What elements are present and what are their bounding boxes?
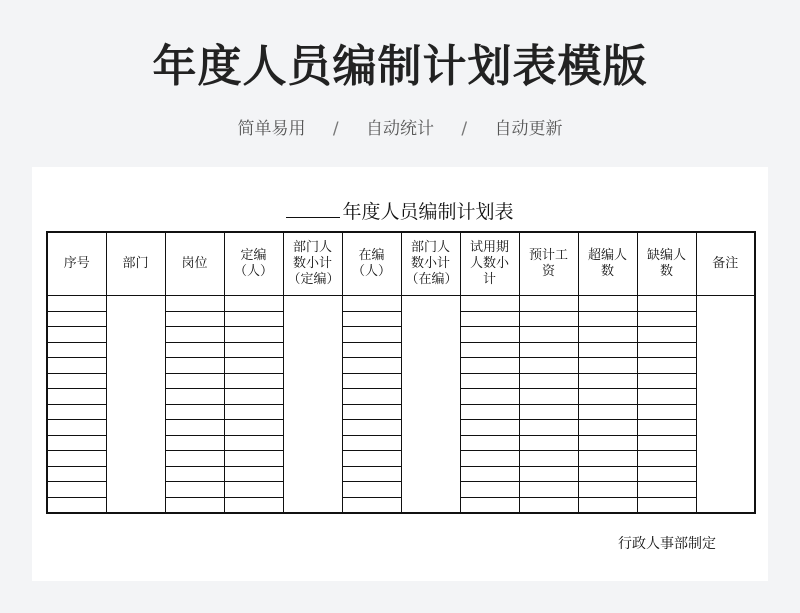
table-cell[interactable] — [519, 327, 578, 343]
table-cell[interactable] — [519, 497, 578, 513]
table-cell[interactable] — [519, 373, 578, 389]
table-cell[interactable] — [637, 404, 696, 420]
table-cell[interactable] — [165, 389, 224, 405]
table-cell[interactable] — [165, 466, 224, 482]
table-cell[interactable] — [165, 420, 224, 436]
col-header: 超编人数 — [578, 232, 637, 296]
table-cell[interactable] — [47, 404, 106, 420]
table-cell[interactable] — [224, 389, 283, 405]
table-cell[interactable] — [165, 435, 224, 451]
table-cell[interactable] — [224, 497, 283, 513]
table-cell[interactable] — [519, 420, 578, 436]
col-header: 定编（人） — [224, 232, 283, 296]
table-cell[interactable] — [578, 404, 637, 420]
table-cell[interactable] — [637, 420, 696, 436]
table-cell[interactable] — [460, 404, 519, 420]
table-cell[interactable] — [165, 404, 224, 420]
table-cell[interactable] — [165, 358, 224, 374]
table-cell[interactable] — [224, 342, 283, 358]
table-cell[interactable] — [578, 296, 637, 312]
table-cell[interactable] — [637, 342, 696, 358]
table-cell[interactable] — [460, 435, 519, 451]
table-cell[interactable] — [165, 373, 224, 389]
merged-cell[interactable] — [283, 296, 342, 514]
table-cell[interactable] — [224, 373, 283, 389]
merged-cell[interactable] — [106, 296, 165, 514]
table-cell[interactable] — [47, 420, 106, 436]
table-cell[interactable] — [47, 451, 106, 467]
table-cell[interactable] — [342, 466, 401, 482]
table-cell[interactable] — [342, 327, 401, 343]
table-cell[interactable] — [224, 311, 283, 327]
table-cell[interactable] — [165, 451, 224, 467]
col-header: 缺编人数 — [637, 232, 696, 296]
table-header-row — [47, 232, 755, 296]
table-cell[interactable] — [224, 296, 283, 312]
table-cell[interactable] — [519, 389, 578, 405]
table-cell[interactable] — [47, 435, 106, 451]
table-cell[interactable] — [637, 358, 696, 374]
table-cell[interactable] — [519, 358, 578, 374]
issuer-note: 行政人事部制定 — [618, 536, 716, 552]
table-cell[interactable] — [224, 404, 283, 420]
table-cell[interactable] — [460, 327, 519, 343]
table-cell[interactable] — [224, 420, 283, 436]
table-cell[interactable] — [460, 451, 519, 467]
table-cell[interactable] — [224, 482, 283, 498]
year-blank — [286, 201, 340, 218]
table-cell[interactable] — [47, 311, 106, 327]
table-cell[interactable] — [519, 451, 578, 467]
table-cell[interactable] — [519, 296, 578, 312]
col-header: 部门人数小计（定编） — [283, 232, 342, 296]
table-cell[interactable] — [637, 451, 696, 467]
table-cell[interactable] — [578, 327, 637, 343]
table-cell[interactable] — [165, 327, 224, 343]
table-cell[interactable] — [47, 342, 106, 358]
table-cell[interactable] — [165, 296, 224, 312]
table-cell[interactable] — [47, 296, 106, 312]
table-cell[interactable] — [224, 358, 283, 374]
table-cell[interactable] — [519, 466, 578, 482]
table-cell[interactable] — [460, 342, 519, 358]
table-cell[interactable] — [460, 466, 519, 482]
table-cell[interactable] — [460, 482, 519, 498]
tag-auto-update: 自动更新 — [494, 119, 563, 139]
col-header: 备注 — [696, 232, 755, 296]
table-cell[interactable] — [342, 358, 401, 374]
table-cell[interactable] — [342, 373, 401, 389]
table-cell[interactable] — [342, 420, 401, 436]
document-title — [32, 197, 768, 224]
table-cell[interactable] — [460, 373, 519, 389]
table-cell[interactable] — [342, 497, 401, 513]
table-cell[interactable] — [342, 482, 401, 498]
table-cell[interactable] — [342, 404, 401, 420]
table-cell[interactable] — [578, 482, 637, 498]
table-cell[interactable] — [578, 342, 637, 358]
table-cell[interactable] — [47, 373, 106, 389]
table-cell[interactable] — [224, 327, 283, 343]
table-cell[interactable] — [460, 296, 519, 312]
table-cell[interactable] — [342, 451, 401, 467]
tag-auto-stats: 自动统计 — [366, 119, 434, 139]
table-cell[interactable] — [637, 311, 696, 327]
table-cell[interactable] — [578, 389, 637, 405]
col-header: 岗位 — [165, 232, 224, 296]
table-cell[interactable] — [224, 435, 283, 451]
table-cell[interactable] — [47, 358, 106, 374]
table-cell[interactable] — [47, 482, 106, 498]
col-header: 序号 — [47, 232, 106, 296]
document-title-text: 年度人员编制计划表 — [342, 201, 514, 223]
table-cell[interactable] — [578, 435, 637, 451]
table-cell[interactable] — [165, 497, 224, 513]
table-cell[interactable] — [519, 482, 578, 498]
table-cell[interactable] — [165, 311, 224, 327]
table-cell[interactable] — [460, 497, 519, 513]
table-cell[interactable] — [47, 497, 106, 513]
col-header: 部门人数小计（在编） — [401, 232, 460, 296]
table-cell[interactable] — [460, 420, 519, 436]
staffing-table — [46, 231, 756, 514]
table-cell[interactable] — [519, 404, 578, 420]
table-cell[interactable] — [637, 327, 696, 343]
tag-separator: / — [461, 119, 468, 139]
table-cell[interactable] — [519, 342, 578, 358]
col-header: 试用期人数小计 — [460, 232, 519, 296]
table-cell[interactable] — [165, 482, 224, 498]
feature-tags — [0, 114, 800, 139]
page-title: 年度人员编制计划表模版 — [152, 41, 648, 92]
table-cell[interactable] — [519, 435, 578, 451]
table-cell[interactable] — [578, 497, 637, 513]
col-header: 部门 — [106, 232, 165, 296]
table-cell[interactable] — [578, 311, 637, 327]
table-cell[interactable] — [342, 342, 401, 358]
table-cell[interactable] — [637, 389, 696, 405]
col-header: 在编（人） — [342, 232, 401, 296]
table-cell[interactable] — [47, 466, 106, 482]
table-cell[interactable] — [637, 373, 696, 389]
table-cell[interactable] — [47, 389, 106, 405]
table-row — [47, 296, 755, 312]
table-cell[interactable] — [578, 420, 637, 436]
table-cell[interactable] — [519, 311, 578, 327]
merged-cell[interactable] — [401, 296, 460, 514]
merged-cell[interactable] — [696, 296, 755, 514]
table-cell[interactable] — [637, 296, 696, 312]
table-cell[interactable] — [578, 451, 637, 467]
table-cell[interactable] — [637, 482, 696, 498]
table-cell[interactable] — [342, 435, 401, 451]
table-cell[interactable] — [165, 342, 224, 358]
tag-separator: / — [332, 119, 339, 139]
col-header: 预计工资 — [519, 232, 578, 296]
table-cell[interactable] — [342, 296, 401, 312]
table-cell[interactable] — [637, 466, 696, 482]
table-cell[interactable] — [460, 389, 519, 405]
table-cell[interactable] — [47, 327, 106, 343]
table-cell[interactable] — [342, 311, 401, 327]
table-cell[interactable] — [460, 358, 519, 374]
table-cell[interactable] — [578, 358, 637, 374]
table-cell[interactable] — [578, 466, 637, 482]
document-preview — [32, 167, 768, 581]
table-cell[interactable] — [578, 373, 637, 389]
table-cell[interactable] — [224, 451, 283, 467]
table-cell[interactable] — [637, 497, 696, 513]
table-cell[interactable] — [460, 311, 519, 327]
table-cell[interactable] — [637, 435, 696, 451]
table-cell[interactable] — [224, 466, 283, 482]
table-cell[interactable] — [342, 389, 401, 405]
tag-easy-to-use: 简单易用 — [237, 119, 306, 139]
